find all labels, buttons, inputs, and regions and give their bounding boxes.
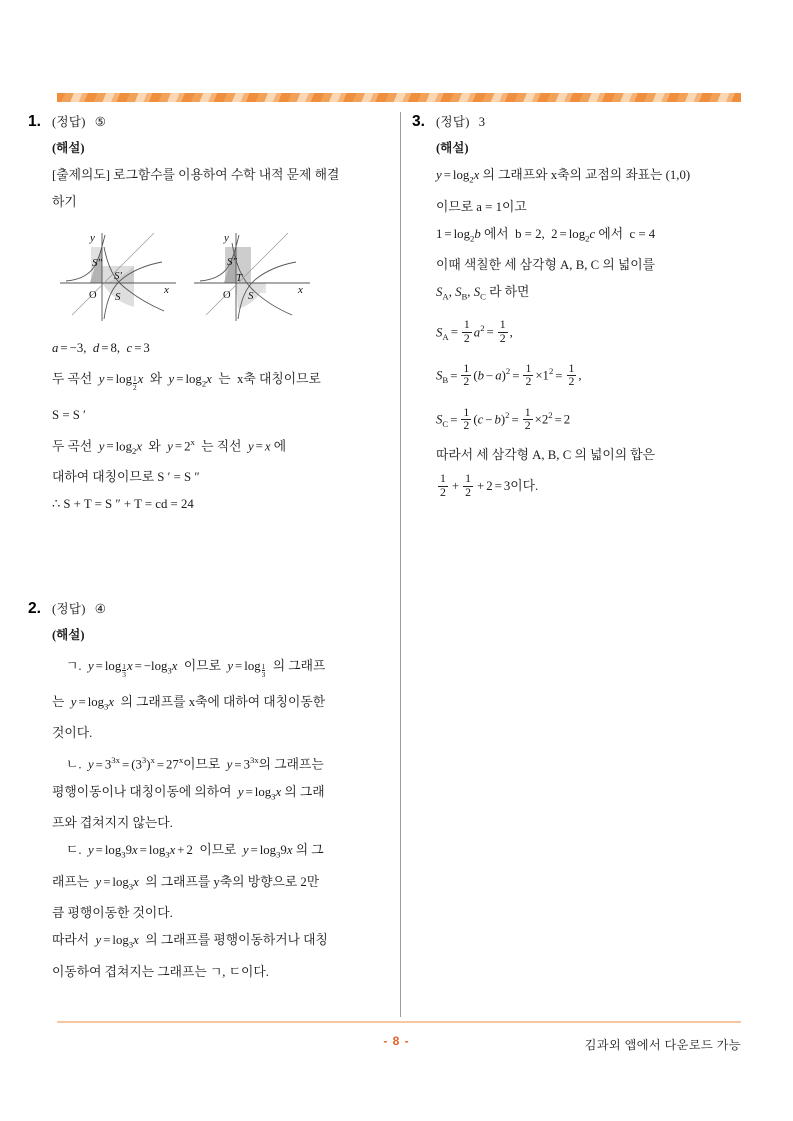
problem-3-formula-sb: $S_B$ = $\frac{1}{2}$ $(b - a)^2$ = $\frac{1}{2}$ $\times 1^2$ = $\frac{1}{2}$ , [436, 362, 582, 389]
figure-left-svg [58, 221, 193, 327]
problem-2-statement-c-line2: 래프는 $y = \log_3x$ 의 그래프를 y축의 방향으로 2만 [52, 874, 320, 892]
problem-3-line3: $1 = \log_2b$ 에서 b = 2, $2 = \log_2c$ 에서 c = 4 [436, 226, 656, 244]
problem-2 [28, 599, 390, 985]
figure-right-s-label: S [248, 290, 254, 302]
statement-a-graph: 의 그래프 [272, 659, 326, 674]
statement-c-subject: 래프는 [52, 874, 90, 889]
problem-2-number: 2. [28, 600, 41, 618]
problem-2-statement-a-line3: 것이다. [52, 726, 93, 741]
figure-right-origin-label: O [223, 290, 231, 301]
problem-3-line5: $S_A$, $S_B$, $S_C$ 라 하면 [436, 285, 530, 302]
problem-1-number: 1. [28, 113, 41, 130]
figure-left-x-label: x [164, 284, 169, 296]
problem-2-statement-c-line1: ㄷ. $y = \log_39x = \log_3x + 2$ 이므로 $y = \log_39x$ 의 그 [66, 843, 324, 860]
statement-a-reflect: 의 그래프를 x축에 대하여 대칭이동한 [120, 694, 326, 709]
text-two-curves-2: 두 곡선 [52, 438, 93, 453]
problem-3-line9: 따라서 세 삼각형 A, B, C 의 넓이의 합은 [436, 448, 656, 463]
problem-1-answer [52, 112, 106, 130]
problem-3-number: 3. [412, 113, 425, 130]
figure-right-x-label: x [298, 284, 303, 296]
figure-right [192, 221, 327, 327]
problem-1-line-symmetry-yx: 두 곡선 $y = \log_2x$ 와 $y = 2^x$ 는 직선 y = x 에 [52, 436, 287, 456]
figure-right-t-label: T [236, 272, 243, 284]
statement-b-transform: 평행이동이나 대칭이동에 의하여 [52, 784, 232, 799]
problem-2-conclusion-line1: 따라서 $y = \log_3x$ 의 그래프를 평행이동하거나 대칭 [52, 933, 328, 950]
problem-2-conclusion-line2: 이동하여 겹쳐지는 그래프는 ㄱ, ㄷ이다. [52, 964, 269, 979]
problem-3-line2: 이므로 a = 1이고 [436, 199, 527, 214]
problem-1 [28, 112, 390, 517]
problem-2-statement-b-line1: ㄴ. $y = 3^{3x} = (3^3)^x = 27^x$이므로 $y = 3^{3x}$의 그래프는 [66, 755, 324, 772]
footer-note: 김과외 앱에서 다운로드 가능 [584, 1038, 741, 1052]
problem-3-body [412, 138, 764, 503]
figure-left-origin-label: O [89, 290, 97, 301]
problem-2-statement-a-line1: ㄱ. y = log $\frac{1}{3}$ $x = -\log_3x$ 이므로 y = log $\frac{1}{3}$ 의 그래프 [66, 659, 326, 680]
problem-1-solution-label: (해설) [52, 141, 85, 155]
statement-a-marker: ㄱ. [66, 659, 82, 674]
problem-2-statement-c-line3: 큼 평행이동한 것이다. [52, 906, 173, 921]
problem-3-from-1: 에서 [483, 226, 509, 241]
answer-label: (정답) [52, 115, 86, 129]
problem-3-line10: $\frac{1}{2}$ + $\frac{1}{2}$ + 2 = 3이다. [440, 472, 539, 499]
figure-left-s2-label: S″ [92, 257, 103, 269]
problem-1-line-s1-equals-s2: 대하여 대칭이므로 S ′ = S ″ [52, 470, 200, 485]
figure-left [58, 221, 193, 327]
problem-1-constants: a = −3, d = 8, c = 3 [52, 341, 150, 355]
text-about: 에 [273, 438, 287, 453]
problem-3-line1: $y = \log_2x$ 의 그래프와 x축의 교점의 좌표는 (1,0) [436, 168, 691, 185]
problem-2-header [28, 599, 390, 618]
statement-c-graph: 의 그 [295, 843, 324, 858]
statement-c-translate: 의 그래프를 y축의 방향으로 2만 [145, 874, 320, 889]
statement-b-therefore: 이므로 [183, 757, 221, 772]
conclusion-therefore: 따라서 [52, 933, 90, 948]
text-x-axis-symmetric: x축 대칭이므로 [237, 372, 321, 386]
problem-2-answer [52, 599, 106, 617]
figure-left-y-label: y [90, 232, 95, 244]
problem-1-line-s-equals-s1: S = S ′ [52, 407, 86, 422]
statement-b-graph2: 의 그래 [284, 784, 325, 799]
answer-label-3: (정답) [436, 115, 470, 129]
answer-label-2: (정답) [52, 602, 86, 617]
problem-1-line-conclusion: ∴ S + T = S ″ + T = cd = 24 [52, 497, 194, 512]
statement-b-marker: ㄴ. [66, 757, 82, 772]
right-column [412, 112, 764, 507]
problem-2-statement-b-line2: 평행이동이나 대칭이동에 의하여 $y = \log_3x$ 의 그래 [52, 784, 325, 802]
problem-3-solution-label: (해설) [436, 141, 469, 155]
problem-3-final-tail: 이다. [510, 479, 539, 494]
problem-1-answer-value: ⑤ [94, 115, 107, 129]
problem-2-answer-value: ④ [94, 602, 107, 617]
problem-3-from-2: 에서 [598, 226, 624, 241]
figure-right-y-label: y [224, 232, 229, 244]
figure-right-svg [192, 221, 327, 327]
problem-3-formula-sc: $S_C$ = $\frac{1}{2}$ $(c - b)^2$ = $\frac{1}{2}$ $\times 2^2 = 2$ [436, 405, 571, 433]
statement-a-therefore: 이므로 [183, 659, 221, 674]
text-two-curves: 두 곡선 [52, 372, 93, 386]
page-number: - 8 - [383, 1034, 410, 1048]
problem-3-formula-sa: $S_A$ = $\frac{1}{2}$ $a^2$ = $\frac{1}{2}$ , [436, 318, 513, 345]
text-and-2: 와 [148, 438, 161, 453]
problem-3-header [412, 112, 764, 131]
problem-1-header [28, 112, 390, 131]
statement-c-marker: ㄷ. [66, 843, 82, 858]
problem-1-intent-cont: 하기 [52, 195, 77, 209]
problem-2-statement-a-line2: 는 $y = \log_3x$ 의 그래프를 x축에 대하여 대칭이동한 [52, 694, 326, 712]
statement-b-graph: 의 그래프는 [258, 757, 324, 772]
problem-1-figures [52, 221, 390, 329]
footer-rule [57, 1021, 741, 1023]
problem-3-b-value: b = 2, [515, 226, 545, 241]
problem-2-body [28, 625, 390, 985]
left-column [28, 112, 390, 989]
figure-left-s1-label: S′ [114, 270, 122, 282]
problem-1-intent-text: [출제의도] 로그함수를 이용하여 수학 내적 문제 해결 [52, 168, 340, 182]
problem-3-answer [436, 112, 485, 130]
statement-a-subject: 는 [52, 694, 65, 709]
problem-1-body [28, 138, 390, 517]
text-is-line: 는 직선 [201, 438, 242, 453]
problem-1-intent [52, 162, 390, 188]
figure-right-s2-label: S″ [227, 256, 238, 268]
text-is: 는 [218, 372, 231, 386]
problem-3 [412, 112, 764, 503]
problem-2-solution-label: (해설) [52, 628, 85, 643]
text-and: 와 [149, 372, 163, 386]
problem-3-c-value: c = 4 [629, 226, 656, 241]
problem-3-answer-value: 3 [478, 115, 486, 129]
problem-3-intersection-text: 의 그래프와 x축의 교점의 좌표는 (1,0) [482, 168, 691, 182]
problem-2-statement-b-line3: 프와 겹쳐지지 않는다. [52, 816, 173, 831]
problem-3-line4: 이때 색칠한 세 삼각형 A, B, C 의 넓이를 [436, 258, 656, 273]
conclusion-text: 의 그래프를 평행이동하거나 대칭 [145, 933, 328, 948]
column-divider [400, 112, 401, 1017]
figure-left-s-label: S [115, 291, 121, 303]
header-decorative-bar [57, 93, 741, 102]
problem-3-let-text: 라 하면 [489, 285, 530, 300]
problem-1-line-symmetry-x: 두 곡선 y = log $\frac{1}{2}$ x 와 $y = \log_2x$ 는 x축 대칭이므로 [52, 372, 321, 393]
statement-c-therefore: 이므로 [199, 843, 237, 858]
